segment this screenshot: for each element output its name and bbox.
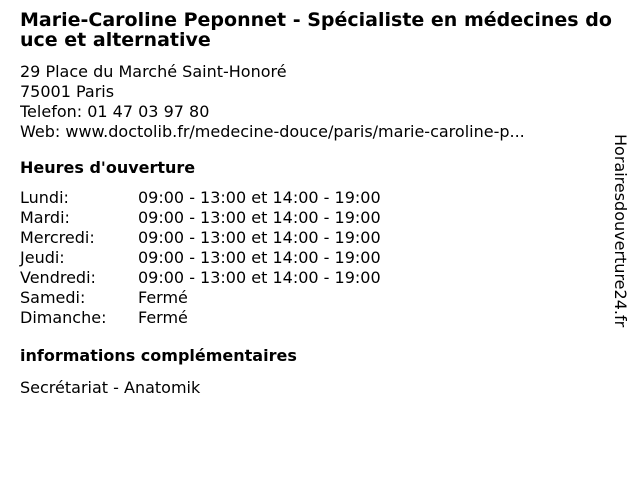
- phone-number[interactable]: 01 47 03 97 80: [87, 102, 210, 121]
- address-line-city: 75001 Paris: [20, 82, 115, 101]
- day-label: Vendredi:: [20, 268, 96, 287]
- day-hours: 09:00 - 13:00 et 14:00 - 19:00: [138, 208, 381, 227]
- day-label: Lundi:: [20, 188, 69, 207]
- hours-row-monday: [20, 188, 640, 208]
- page-title: Marie-Caroline Peponnet - Spécialiste en médecines douce et alternative: [20, 9, 612, 51]
- day-label: Jeudi:: [20, 248, 65, 267]
- day-hours: 09:00 - 13:00 et 14:00 - 19:00: [138, 228, 381, 247]
- day-label: Mardi:: [20, 208, 70, 227]
- phone-label: Telefon:: [20, 102, 83, 121]
- opening-hours-table: [20, 188, 640, 328]
- site-brand-vertical: Horairesdouverture24.fr: [611, 134, 630, 328]
- additional-info-heading: informations complémentaires: [20, 346, 297, 365]
- web-label: Web:: [20, 122, 61, 141]
- additional-info-text: Secrétariat - Anatomik: [20, 378, 201, 397]
- hours-row-friday: [20, 268, 640, 288]
- hours-row-sunday: [20, 308, 640, 328]
- address-line-street: 29 Place du Marché Saint-Honoré: [20, 62, 287, 81]
- hours-row-tuesday: [20, 208, 640, 228]
- hours-row-thursday: [20, 248, 640, 268]
- day-label: Mercredi:: [20, 228, 95, 247]
- web-link[interactable]: www.doctolib.fr/medecine-douce/paris/marie-caroline-p...: [65, 122, 525, 141]
- hours-row-saturday: [20, 288, 640, 308]
- day-hours: Fermé: [138, 288, 188, 307]
- day-hours: 09:00 - 13:00 et 14:00 - 19:00: [138, 248, 381, 267]
- day-label: Dimanche:: [20, 308, 107, 327]
- day-label: Samedi:: [20, 288, 86, 307]
- hours-row-wednesday: [20, 228, 640, 248]
- contact-block: [20, 62, 600, 142]
- opening-hours-heading: Heures d'ouverture: [20, 158, 196, 177]
- day-hours: 09:00 - 13:00 et 14:00 - 19:00: [138, 188, 381, 207]
- day-hours: 09:00 - 13:00 et 14:00 - 19:00: [138, 268, 381, 287]
- phone-line: [20, 102, 600, 122]
- day-hours: Fermé: [138, 308, 188, 327]
- web-line: [20, 122, 600, 142]
